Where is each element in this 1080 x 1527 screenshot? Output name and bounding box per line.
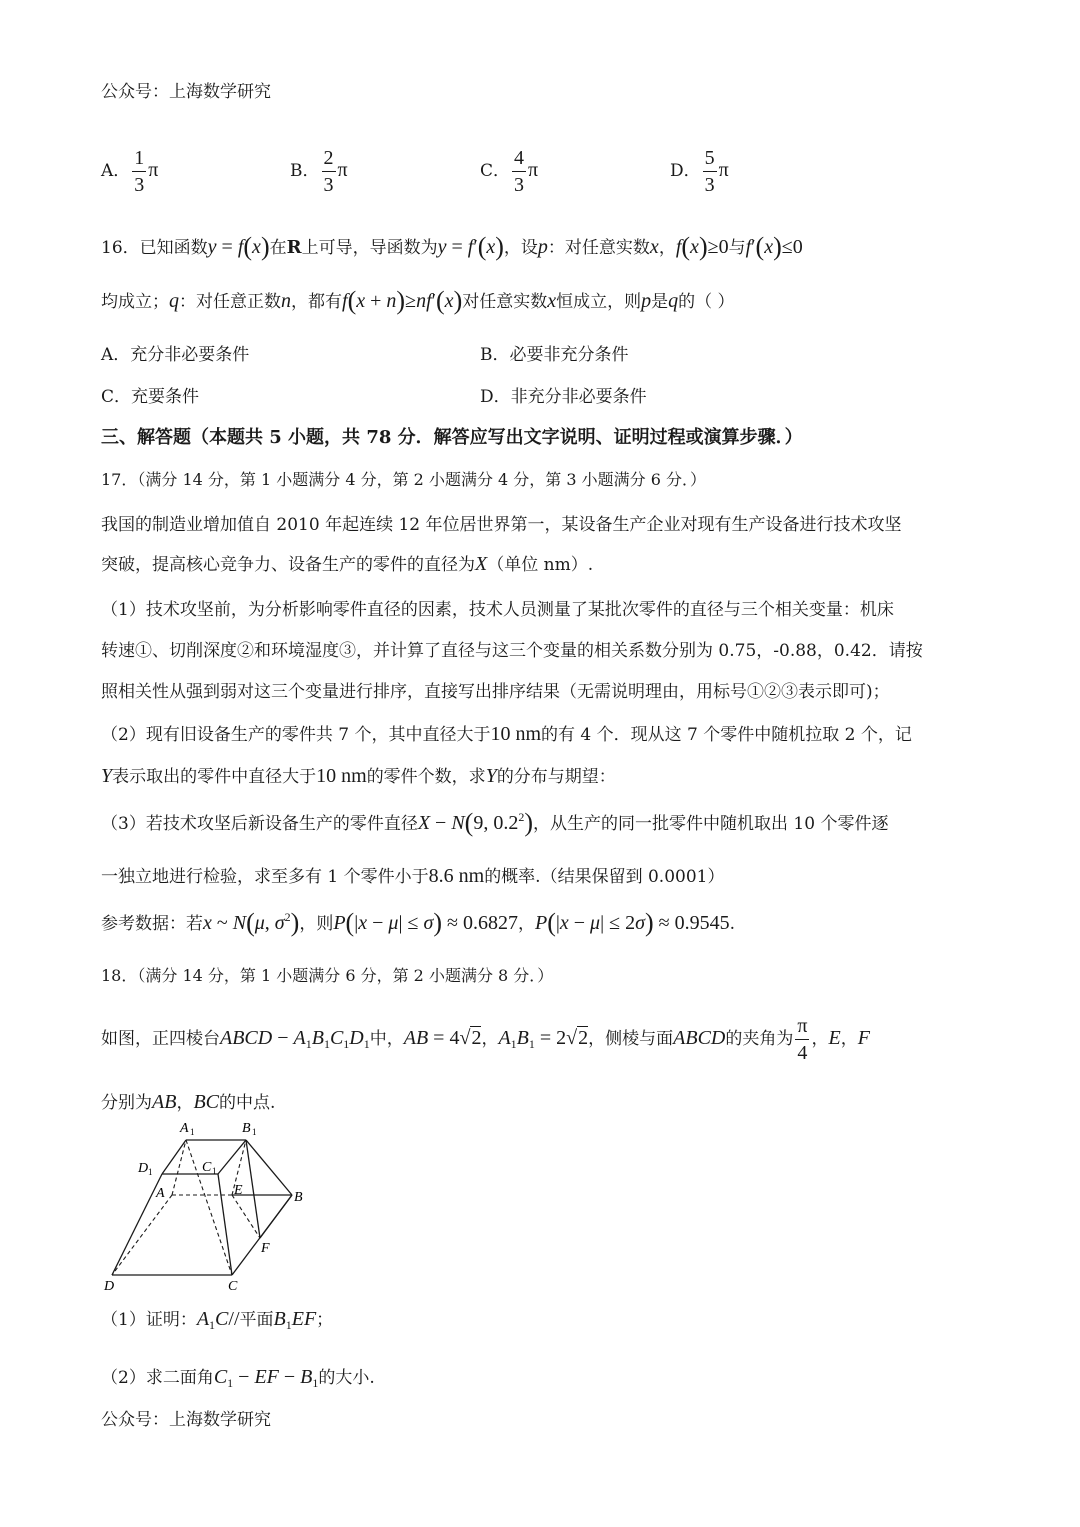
text: 如图，正四棱台 <box>101 1029 220 1049</box>
text: ，都有 <box>291 292 342 312</box>
math-R: R <box>286 237 302 258</box>
text: 与 <box>728 238 746 258</box>
text: 上可导，导函数为 <box>301 238 438 258</box>
label-C1-sub: 1 <box>212 1166 217 1176</box>
label-A1-sub: 1 <box>190 1127 195 1137</box>
text: （3）若技术攻坚后新设备生产的零件直径 <box>101 814 418 834</box>
text: 中， <box>369 1029 404 1049</box>
page-header: 公众号：上海数学研究 <box>101 82 271 102</box>
label-D1-sub: 1 <box>148 1167 153 1177</box>
q15-option-a <box>101 148 158 195</box>
text: 的分布与期望： <box>496 767 616 787</box>
q17-part3-line1: （3）若技术攻坚后新设备生产的零件直径X − N(9, $0.2^2$)，从生产的同一批零件中随机取出 10 个零件逐 <box>101 808 889 837</box>
text: ，从生产的同一批零件中随机取出 10 个零件逐 <box>533 814 889 834</box>
q17-header: 17．（满分 14 分，第 1 小题满分 4 分，第 2 小题满分 4 分，第 3 小题满分 6 分．） <box>101 470 707 489</box>
text: 表示取出的零件中直径大于 <box>112 767 317 787</box>
text: ：对任意实数 <box>547 238 650 258</box>
pi-symbol: π <box>337 159 348 181</box>
q15-option-c <box>480 148 538 195</box>
label-B: B <box>294 1190 303 1205</box>
text: ，设 <box>503 238 538 258</box>
text: 的大小. <box>318 1368 375 1388</box>
text: 突破，提高核心竞争力、设备生产的零件的直径为 <box>101 555 475 575</box>
text: 对任意实数 <box>462 292 548 312</box>
label-C: C <box>228 1279 238 1294</box>
label-C1: C <box>202 1160 212 1175</box>
frustum-figure <box>98 1115 318 1295</box>
text: 的零件个数，求 <box>366 767 486 787</box>
q17-part2-line2: Y表示取出的零件中直径大于10 nm的零件个数，求Y的分布与期望： <box>101 765 616 787</box>
denominator: 3 <box>323 174 334 196</box>
text: 已知函数 <box>139 238 208 258</box>
text: ， <box>811 1029 829 1049</box>
page-footer: 公众号：上海数学研究 <box>101 1410 271 1430</box>
question-number: 16． <box>101 238 140 258</box>
text: ， <box>176 1093 194 1113</box>
label-A1: A <box>180 1121 189 1136</box>
option-label: B． <box>290 161 320 181</box>
text: 平面 <box>239 1310 274 1330</box>
denominator: 3 <box>514 174 525 196</box>
text: 恒成立，则 <box>556 292 642 312</box>
q17-part3-line2: 一独立地进行检验，求至多有 1 个零件小于8.6 nm的概率.（结果保留到 0.0001） <box>101 865 725 887</box>
text: 参考数据：若 <box>101 914 203 934</box>
q18-part-2: （2）求二面角$C_1$ − EF − $B_1$的大小. <box>101 1366 375 1390</box>
numerator: 5 <box>703 148 717 172</box>
text: 的概率.（结果保留到 0.0001） <box>484 867 725 887</box>
section-heading: 三、解答题（本题共 5 小题，共 78 分．解答应写出文字说明、证明过程或演算步骤．） <box>101 427 803 448</box>
label-E: E <box>234 1183 243 1198</box>
option-label: A． <box>101 161 131 181</box>
option-label: C． <box>480 161 511 181</box>
label-A: A <box>156 1186 165 1201</box>
numerator: 4 <box>512 148 526 172</box>
text: 在 <box>269 238 287 258</box>
text: （2）现有旧设备生产的零件共 7 个，其中直径大于 <box>101 725 491 745</box>
numerator: π <box>795 1016 809 1040</box>
math-y-eq-fx: y <box>207 236 217 258</box>
text: ，则 <box>299 914 334 934</box>
q16-line-2: 均成立；q：对任意正数n，都有f(x + n)≥nf′(x)对任意实数x恒成立，则p是q的（ ） <box>101 286 735 315</box>
q17-part1-line3: 照相关性从强到弱对这三个变量进行排序，直接写出排序结果（无需说明理由，用标号①②③表示即可)； <box>101 682 890 702</box>
label-B1: B <box>242 1121 251 1136</box>
q18-header: 18．（满分 14 分，第 1 小题满分 6 分，第 2 小题满分 8 分．） <box>101 966 554 985</box>
text: ； <box>316 1310 334 1330</box>
text: 的夹角为 <box>725 1029 794 1049</box>
q18-line-2: 分别为AB，BC的中点. <box>101 1091 276 1113</box>
text: （单位 nm）. <box>487 555 594 575</box>
q17-part1-line2: 转速①、切削深度②和环境湿度③，并计算了直径与这三个变量的相关系数分别为 0.75，-0.88，0.42．请按 <box>101 641 923 661</box>
numerator: 1 <box>132 148 146 172</box>
text: 的有 4 个．现从这 7 个零件中随机拉取 2 个，记 <box>541 725 912 745</box>
denominator: 3 <box>704 174 715 196</box>
q17-part1-line1: （1）技术攻坚前，为分析影响零件直径的因素，技术人员测量了某批次零件的直径与三个相关变量：机床 <box>101 600 894 620</box>
option-label: D． <box>670 161 701 181</box>
text: ，侧棱与面 <box>588 1029 674 1049</box>
q16-option-d: D．非充分非必要条件 <box>480 387 647 407</box>
text: 均成立； <box>101 292 169 312</box>
q18-part-1: （1）证明：$A_1C//$平面$B_1EF$； <box>101 1308 334 1332</box>
label-B1-sub: 1 <box>252 1127 257 1137</box>
q16-line-1: 16．已知函数y = f(x)在R上可导，导函数为y = f′(x)，设p：对任意实数x，f(x)≥0与f′(x)≤0 <box>101 232 803 261</box>
q15-option-b <box>290 148 348 195</box>
q17-intro-2: 突破，提高核心竞争力、设备生产的零件的直径为X（单位 nm）. <box>101 553 594 575</box>
text: ， <box>840 1029 858 1049</box>
q15-option-d <box>670 148 729 195</box>
q17-reference-data: 参考数据：若x ~ N(μ, $\sigma^2$)，则P(|x − μ| ≤ σ) ≈ 0.6827，P(|x − μ| ≤ 2σ) ≈ 0.9545. <box>101 908 736 937</box>
text: . <box>729 914 736 934</box>
text: 是 <box>651 292 669 312</box>
q16-option-b: B．必要非充分条件 <box>480 345 629 365</box>
numerator: 2 <box>322 148 336 172</box>
label-D: D <box>104 1279 115 1294</box>
text: 分别为 <box>101 1093 152 1113</box>
text: （1）证明： <box>101 1310 197 1330</box>
q17-intro-1: 我国的制造业增加值自 2010 年起连续 12 年位居世界第一，某设备生产企业对现有生产设备进行技术攻坚 <box>101 515 902 535</box>
q16-option-a: A．充分非必要条件 <box>101 345 250 365</box>
denominator: 3 <box>134 174 145 196</box>
text: ：对任意正数 <box>179 292 281 312</box>
text: （2）求二面角 <box>101 1368 214 1388</box>
text: 一独立地进行检验，求至多有 1 个零件小于 <box>101 867 429 887</box>
label-D1: D <box>138 1161 149 1176</box>
pi-symbol: π <box>528 159 539 181</box>
label-F: F <box>261 1241 270 1256</box>
q18-line-1: 如图，正四棱台ABCD − $A_1B_1C_1D_1$中，AB = 4√2，$A_1B_1 = 2√2$，侧棱与面ABCD的夹角为 $\frac{\pi}{4}$ ，E，F <box>101 1015 870 1064</box>
pi-symbol: π <box>718 159 729 181</box>
text: ， <box>481 1029 499 1049</box>
text: 的（ ） <box>678 292 735 312</box>
q16-option-c: C．充要条件 <box>101 387 200 407</box>
text: ， <box>658 238 676 258</box>
q17-part2-line1: （2）现有旧设备生产的零件共 7 个，其中直径大于10 nm的有 4 个．现从这 7 个零件中随机拉取 2 个，记 <box>101 723 912 745</box>
denominator: 4 <box>797 1042 808 1064</box>
text: ， <box>517 914 535 934</box>
pi-symbol: π <box>148 159 159 181</box>
text: 的中点. <box>219 1093 276 1113</box>
